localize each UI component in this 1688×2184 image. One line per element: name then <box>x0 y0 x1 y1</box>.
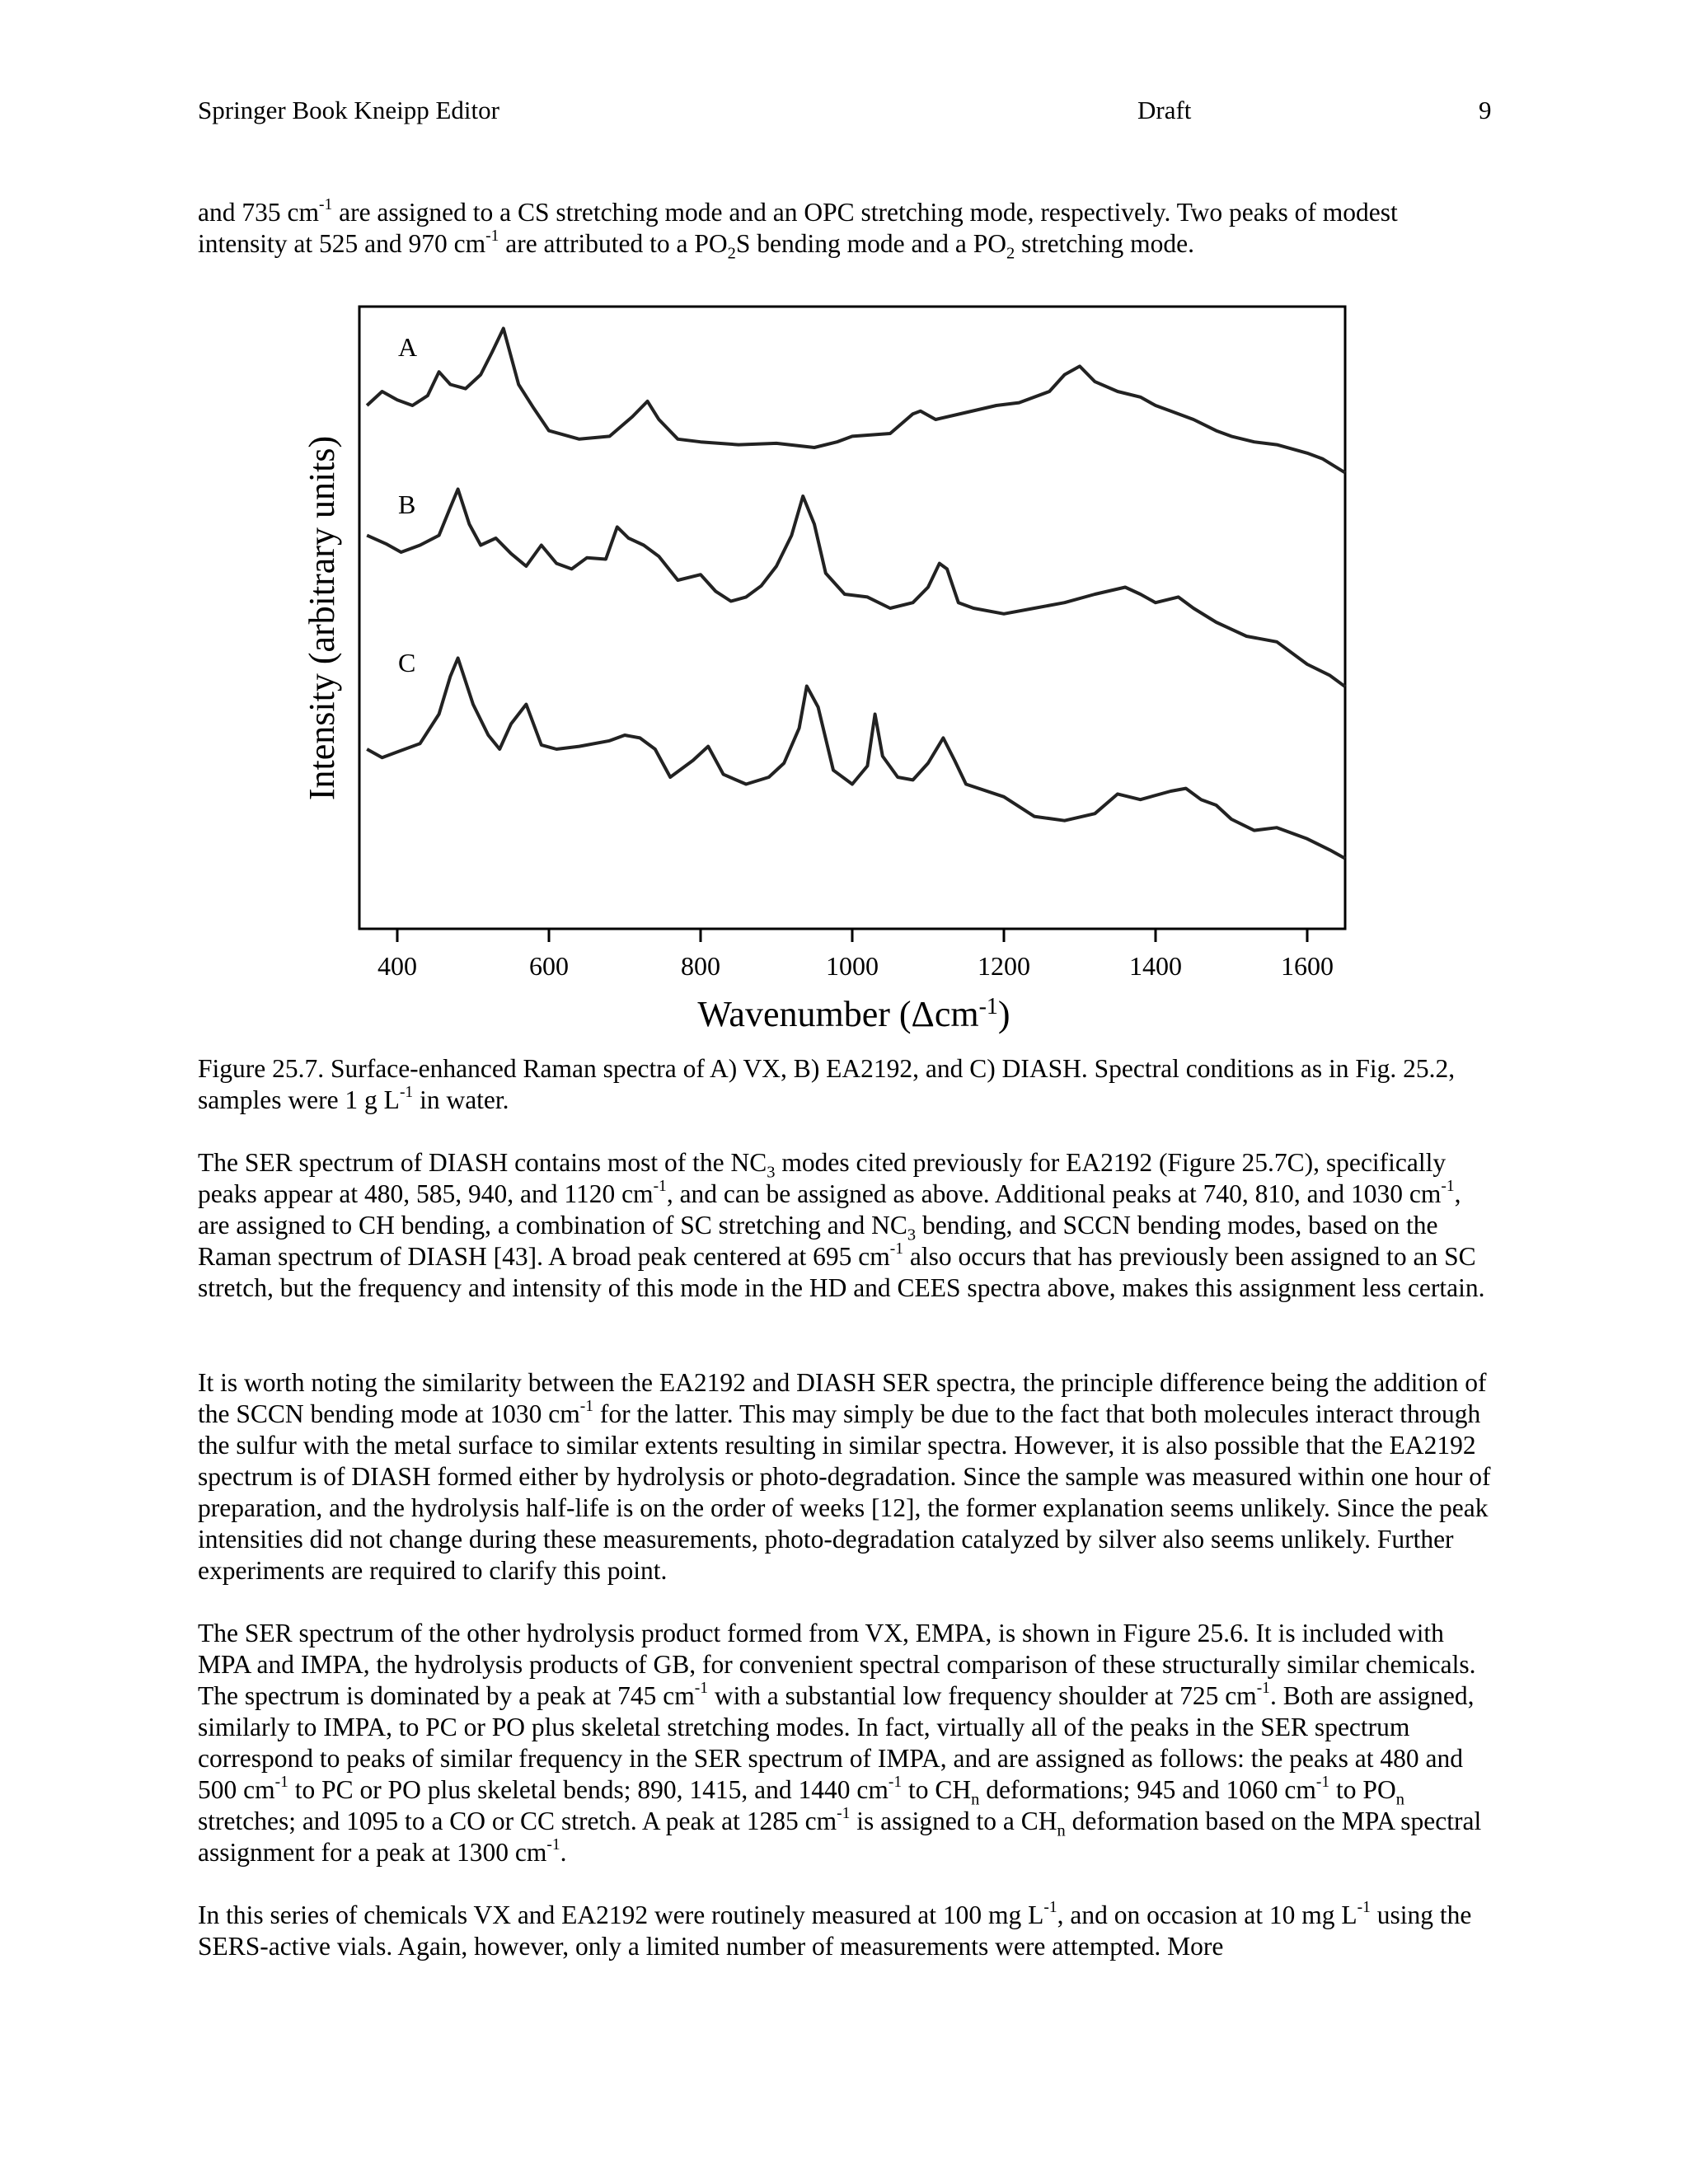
x-tick-label: 600 <box>529 951 569 981</box>
text-run: also occurs that has previously been assigned to an SC stretch, but the frequency and intensity of this mode in the HD and CEES spectra above, makes this assignment less certain. <box>198 1242 1485 1302</box>
text-run: The SER spectrum of DIASH contains most of the NC <box>198 1148 767 1177</box>
superscript: -1 <box>653 1177 667 1195</box>
text-run: , are assigned to CH bending, a combination of SC stretching and NC <box>198 1179 1461 1240</box>
text-run: deformations; 945 and 1060 cm <box>979 1775 1316 1804</box>
superscript: -1 <box>837 1804 851 1822</box>
superscript: -1 <box>485 227 499 245</box>
text-run: modes cited previously for EA2192 (Figure 25.7C), specifically peaks appear at 480, 585, 940, and 1120 cm <box>198 1148 1447 1208</box>
x-tick-label: 800 <box>681 951 720 981</box>
paragraph-text <box>198 1147 1492 1304</box>
series-label-a: A <box>398 332 418 362</box>
text-run: S bending mode and a PO <box>735 229 1006 258</box>
x-axis-label-main: Wavenumber (Δcm <box>697 994 979 1034</box>
x-axis-ticks <box>377 929 1334 981</box>
paragraph-diash <box>198 1147 1492 1304</box>
raman-spectra-figure <box>0 0 1688 1071</box>
text-run: are assigned to a CS stretching mode and an OPC stretching mode, respectively. Two peaks of modest intensity at 525 and 970 cm <box>198 198 1398 258</box>
x-tick-label: 1400 <box>1129 951 1182 981</box>
subscript: 3 <box>767 1163 776 1182</box>
intro-text <box>198 195 1492 263</box>
superscript: -1 <box>399 1083 414 1101</box>
page-number: 9 <box>1479 96 1492 124</box>
text-run: The SER spectrum of the other hydrolysis product formed from VX, EMPA, is shown in Figure 25.6. It is included with MPA and IMPA, the hydrolysis products of GB, for convenient spectral comparison of these structurally similar chemicals. The spectrum is dominated by a peak at 745 cm <box>198 1619 1476 1710</box>
paragraph-similarity <box>198 1367 1492 1586</box>
intro-paragraph <box>198 195 1492 263</box>
superscript: -1 <box>1441 1177 1455 1195</box>
text-run: is assigned to a CH <box>850 1807 1057 1835</box>
superscript: -1 <box>888 1773 903 1791</box>
spectra-series <box>367 329 1345 859</box>
spectrum-line-a <box>367 329 1345 473</box>
y-axis-label: Intensity (arbitrary units) <box>302 435 342 801</box>
text-run: in water. <box>413 1085 509 1114</box>
paragraph-measurements <box>198 1900 1492 1962</box>
text-run: , and on occasion at 10 mg L <box>1057 1900 1357 1929</box>
subscript: n <box>1395 1790 1404 1809</box>
text-run: bending, and SCCN bending modes, based on the Raman spectrum of DIASH [43]. A broad peak centered at 695 cm <box>198 1211 1438 1271</box>
superscript: -1 <box>1256 1679 1270 1697</box>
superscript: -1 <box>318 195 333 213</box>
series-label-c: C <box>398 648 416 677</box>
text-run: . <box>560 1838 567 1867</box>
text-run: to PC or PO plus skeletal bends; 890, 1415, and 1440 cm <box>288 1775 889 1804</box>
series-label-b: B <box>398 490 416 519</box>
text-run: Figure 25.7. Surface-enhanced Raman spectra of A) VX, B) EA2192, and C) DIASH. Spectral conditions as in Fig. 25.2, samples were 1 g L <box>198 1054 1456 1114</box>
paragraph-text <box>198 1900 1492 1962</box>
x-tick-label: 1200 <box>978 951 1030 981</box>
superscript: -1 <box>694 1679 708 1697</box>
x-tick-label: 400 <box>377 951 417 981</box>
subscript: n <box>1057 1821 1066 1840</box>
text-run: and 735 cm <box>198 198 319 227</box>
text-run: using the SERS-active vials. Again, however, only a limited number of measurements were attempted. More <box>198 1900 1472 1961</box>
spectrum-line-b <box>367 490 1345 687</box>
subscript: 2 <box>1006 244 1015 263</box>
running-header-draft: Draft <box>1137 96 1192 124</box>
x-tick-label: 1000 <box>826 951 879 981</box>
x-tick-label: 1600 <box>1281 951 1334 981</box>
running-header-title: Springer Book Kneipp Editor <box>198 96 499 124</box>
paragraph-text <box>198 1367 1492 1586</box>
superscript: -1 <box>1315 1773 1330 1791</box>
subscript: 2 <box>727 244 736 263</box>
x-axis-label-close: ) <box>997 994 1010 1034</box>
subscript: 3 <box>907 1226 917 1244</box>
text-run: It is worth noting the similarity between the EA2192 and DIASH SER spectra, the principle difference being the addition of the SCCN bending mode at 1030 cm <box>198 1368 1487 1428</box>
paragraph-text <box>198 1618 1492 1868</box>
superscript: -1 <box>546 1835 560 1854</box>
paragraph-empa <box>198 1618 1492 1868</box>
x-axis-label-sup: -1 <box>978 993 998 1019</box>
text-run: stretches; and 1095 to a CO or CC stretch. A peak at 1285 cm <box>198 1807 837 1835</box>
spectrum-line-c <box>367 658 1345 859</box>
text-run: stretching mode. <box>1015 229 1195 258</box>
text-run: deformation based on the MPA spectral assignment for a peak at 1300 cm <box>198 1807 1482 1867</box>
superscript: -1 <box>889 1240 904 1258</box>
text-run: In this series of chemicals VX and EA2192 were routinely measured at 100 mg L <box>198 1900 1044 1929</box>
superscript: -1 <box>274 1773 288 1791</box>
caption-text <box>198 1053 1492 1116</box>
text-run: . Both are assigned, similarly to IMPA, to PC or PO plus skeletal stretching modes. In fact, virtually all of the peaks in the SER spectrum correspond to peaks of similar frequency in the SER spectrum of IMPA, and are assigned as follows: the peaks at 480 and 500 cm <box>198 1681 1475 1804</box>
x-axis-label <box>697 994 1010 1035</box>
text-run: to CH <box>902 1775 972 1804</box>
superscript: -1 <box>579 1397 593 1415</box>
text-run: for the latter. This may simply be due to the fact that both molecules interact through the sulfur with the metal surface to similar extents resulting in similar spectra. However, it is also possible that the EA2192 spectrum is of DIASH formed either by hydrolysis or photo-degradation. Since the sample was measured within one hour of preparation, and the hydrolysis half-life is on the order of weeks [12], the former explanation seems unlikely. Since the peak intensities did not change during these measurements, photo-degradation catalyzed by silver also seems unlikely. Further experiments are required to clarify this point. <box>198 1399 1491 1585</box>
superscript: -1 <box>1357 1898 1371 1916</box>
text-run: to PO <box>1329 1775 1396 1804</box>
text-run: with a substantial low frequency shoulder at 725 cm <box>707 1681 1257 1710</box>
figure-caption <box>198 1053 1492 1116</box>
plot-frame <box>359 307 1345 929</box>
subscript: n <box>971 1790 980 1809</box>
text-run: , and can be assigned as above. Additional peaks at 740, 810, and 1030 cm <box>666 1179 1442 1208</box>
text-run: are attributed to a PO <box>499 229 728 258</box>
superscript: -1 <box>1043 1898 1057 1916</box>
